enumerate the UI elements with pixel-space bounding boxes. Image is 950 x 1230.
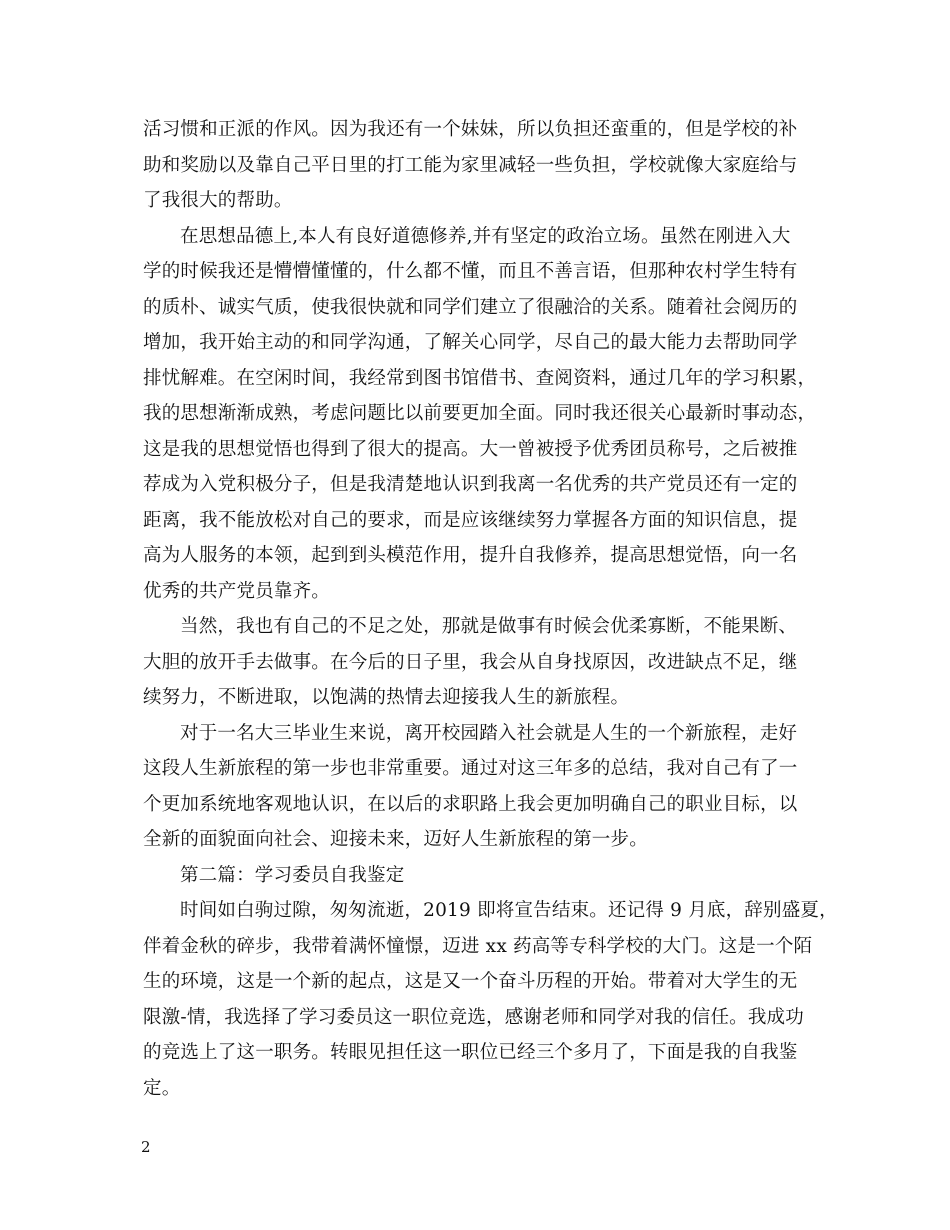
text-line: 生的环境，这是一个新的起点，这是又一个奋斗历程的开始。带着对大学生的无 <box>143 971 798 992</box>
text-line: 大胆的放开手去做事。在今后的日子里，我会从自身找原因，改进缺点不足，继 <box>143 651 798 673</box>
text-line: 限激-情，我选择了学习委员这一职位竞选，感谢老师和同学对我的信任。我成功 <box>143 1006 804 1028</box>
text-line: 排忧解难。在空闲时间，我经常到图书馆借书、查阅资料，通过几年的学习积累， <box>143 367 817 389</box>
text-line: 高为人服务的本领，起到到头模范作用，提升自我修养，提高思想觉悟，向一名 <box>143 545 798 566</box>
text-line: 我的思想渐渐成熟，考虑问题比以前要更加全面。同时我还很关心最新时事动态， <box>143 403 817 424</box>
paragraph-start-line: 在思想品德上,本人有良好道德修养,并有坚定的政治立场。虽然在刚进入大 <box>180 225 791 247</box>
text-line: 个更加系统地客观地认识，在以后的求职路上我会更加明确自己的职业目标，以 <box>143 793 798 815</box>
text-line: 全新的面貌面向社会、迎接未来，迈好人生新旅程的第一步。 <box>143 829 648 850</box>
text-line: 的竞选上了这一职务。转眼见担任这一职位已经三个多月了，下面是我的自我鉴 <box>143 1042 798 1063</box>
text-line: 学的时候我还是懵懵懂懂的，什么都不懂，而且不善言语，但那种农村学生特有 <box>143 261 798 282</box>
document-body <box>143 112 838 1106</box>
paragraph-start-line: 对于一名大三毕业生来说，离开校园踏入社会就是人生的一个新旅程，走好 <box>180 722 798 744</box>
text-line: 续努力，不断进取，以饱满的热情去迎接我人生的新旅程。 <box>143 687 630 708</box>
text-line: 助和奖励以及靠自己平日里的打工能为家里减轻一些负担，学校就像大家庭给与 <box>143 154 798 176</box>
text-line: 这段人生新旅程的第一步也非常重要。通过对这三年多的总结，我对自己有了一 <box>143 758 798 779</box>
text-line: 这是我的思想觉悟也得到了很大的提高。大一曾被授予优秀团员称号，之后被推 <box>143 438 798 460</box>
text-line: 了我很大的帮助。 <box>143 190 293 211</box>
text-line: 伴着金秋的碎步，我带着满怀憧憬，迈进 xx 药高等专科学校的大门。这是一个陌 <box>143 935 813 957</box>
text-line: 增加，我开始主动的和同学沟通，了解关心同学，尽自己的最大能力去帮助同学 <box>143 332 798 353</box>
text-line: 优秀的共产党员靠齐。 <box>143 580 331 602</box>
paragraph-start-line: 时间如白驹过隙，匆匆流逝，2019 即将宣告结束。还记得 9 月底，辞别盛夏， <box>180 900 838 921</box>
page-number: 2 <box>141 1138 151 1156</box>
text-line: 距离，我不能放松对自己的要求，而是应该继续努力掌握各方面的知识信息，提 <box>143 509 798 531</box>
text-line: 的质朴、诚实气质，使我很快就和同学们建立了很融洽的关系。随着社会阅历的 <box>143 296 798 318</box>
text-line: 荐成为入党积极分子，但是我清楚地认识到我离一名优秀的共产党员还有一定的 <box>143 474 798 495</box>
paragraph-start-line: 当然，我也有自己的不足之处，那就是做事有时候会优柔寡断，不能果断、 <box>180 616 798 637</box>
text-line: 定。 <box>143 1077 181 1099</box>
section-heading: 第二篇：学习委员自我鉴定 <box>180 864 405 886</box>
text-line: 活习惯和正派的作风。因为我还有一个妹妹，所以负担还蛮重的，但是学校的补 <box>143 119 798 140</box>
